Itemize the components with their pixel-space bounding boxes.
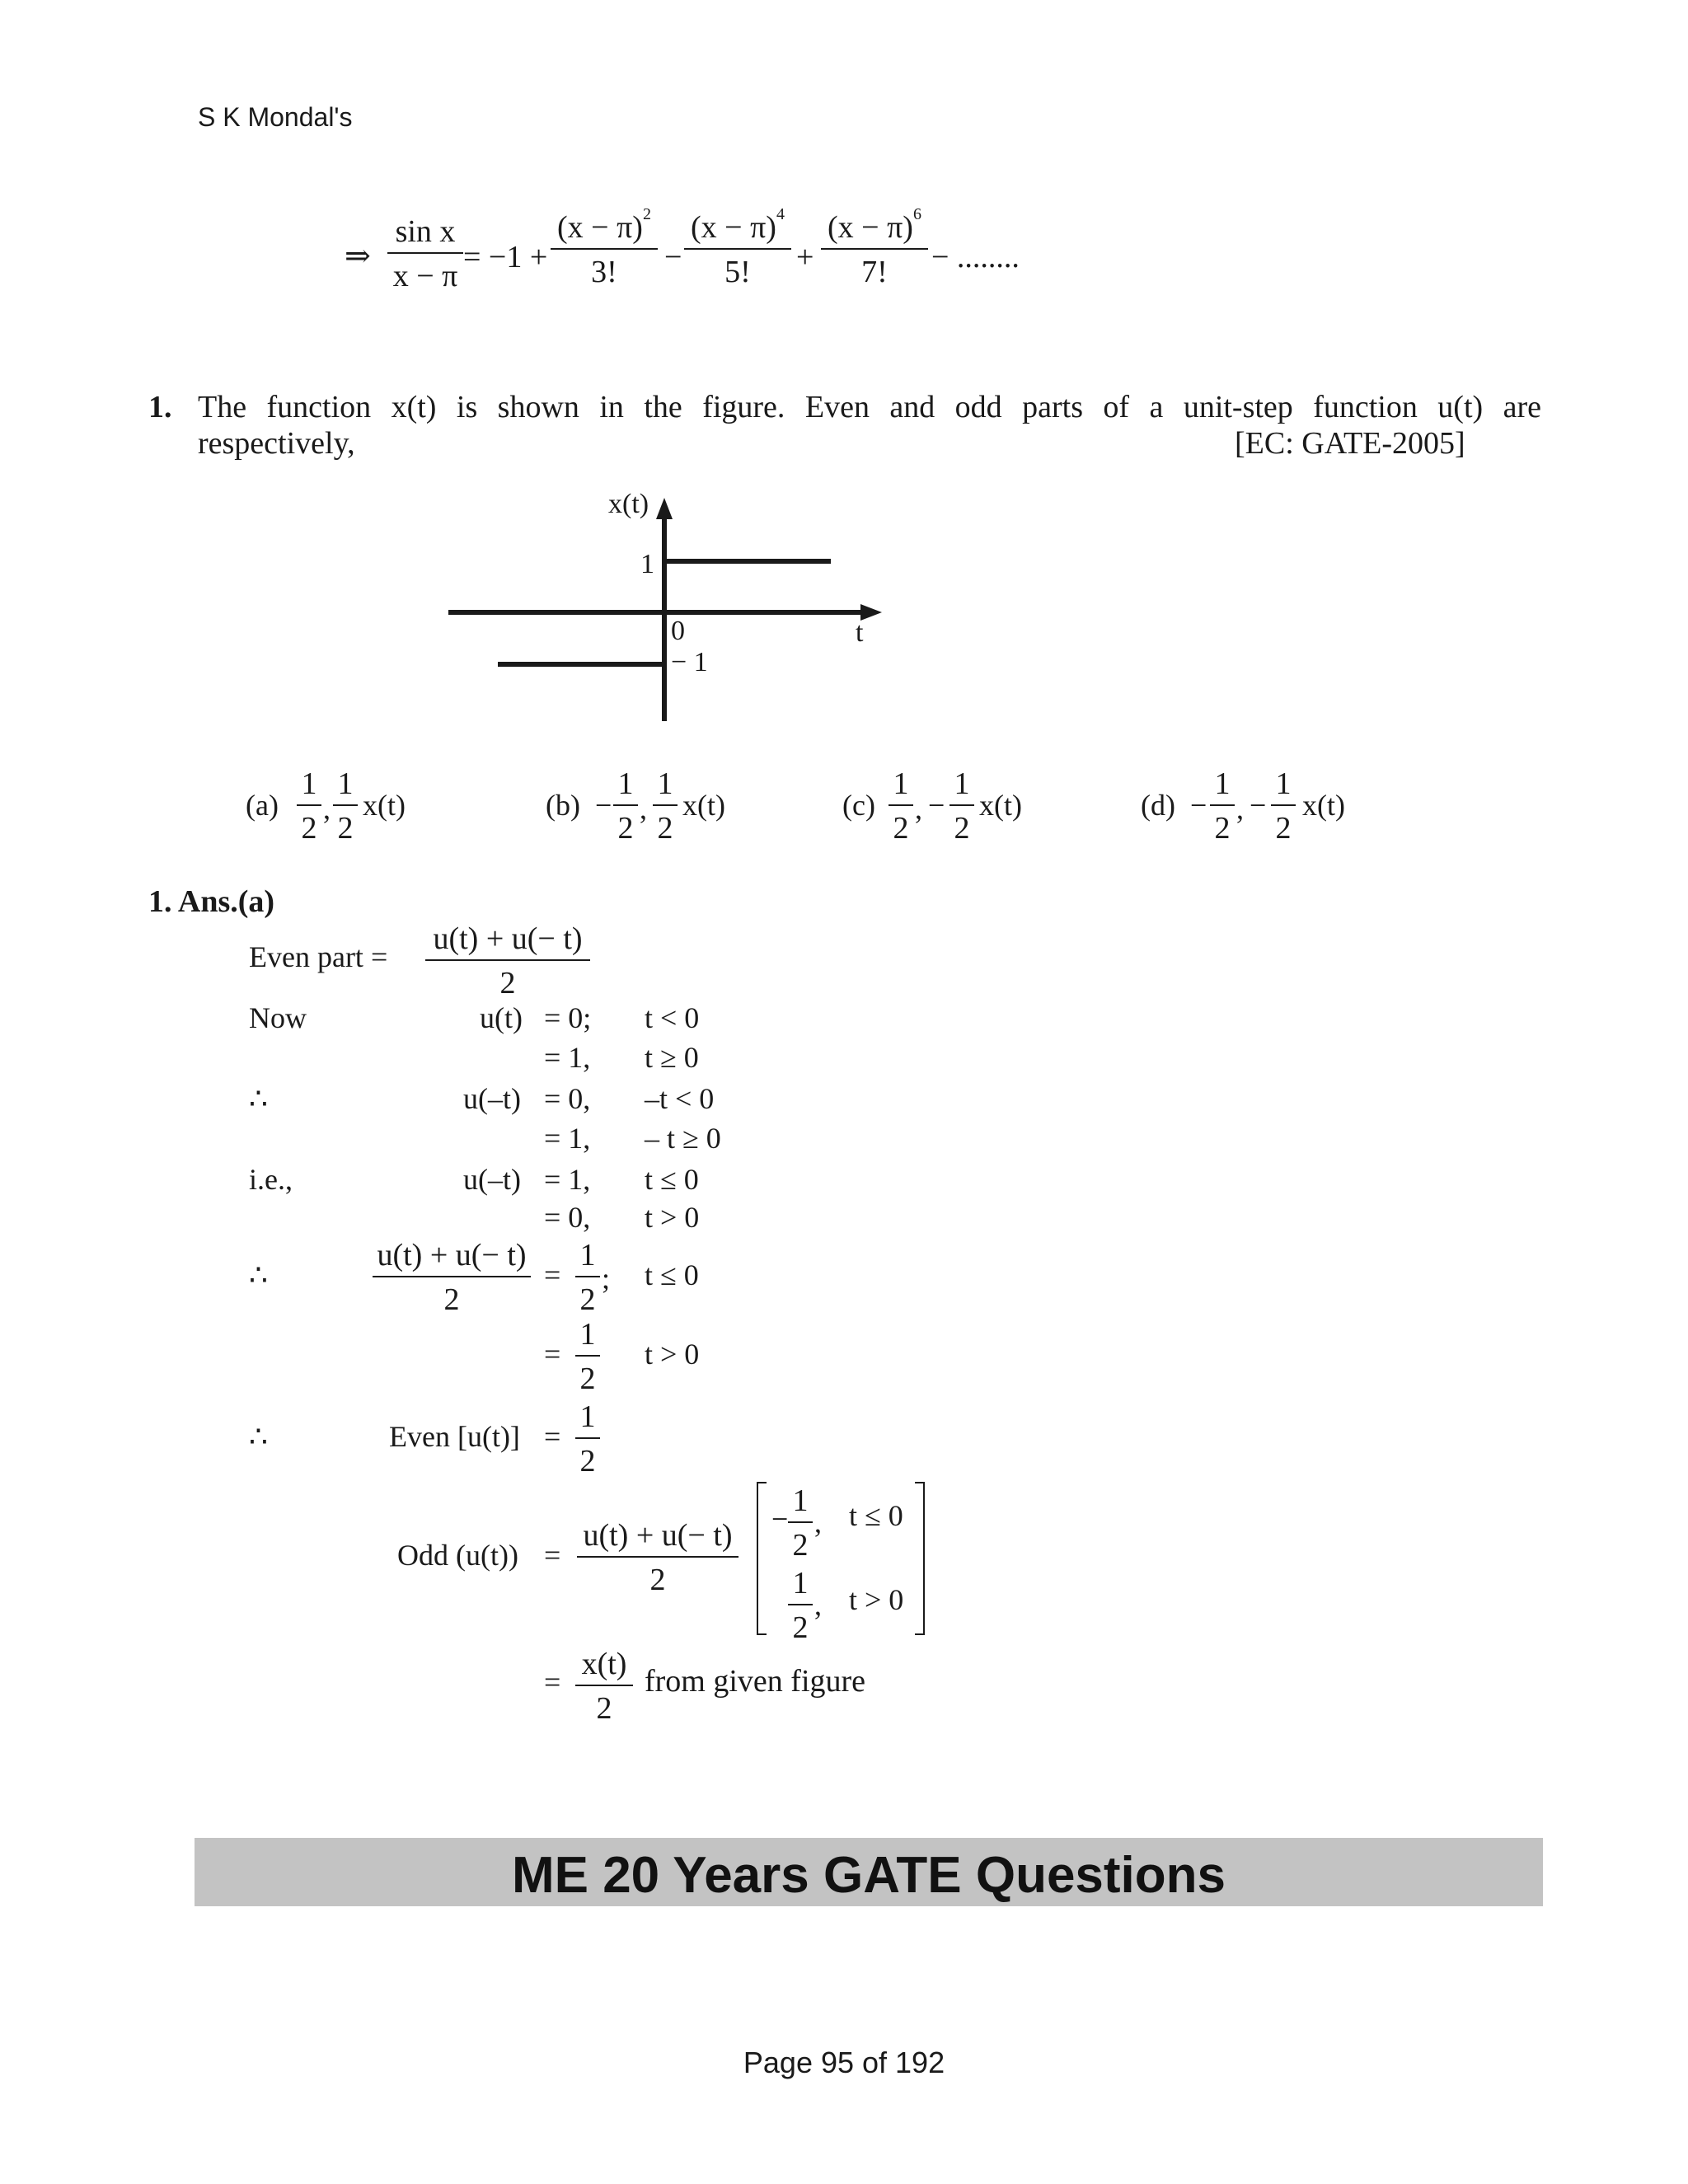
u-t-label: u(t) — [480, 1001, 523, 1034]
minus-sign-1: − — [664, 240, 682, 274]
option-a-comma: , — [323, 792, 331, 825]
matrix-comma-2: , — [814, 1588, 822, 1621]
option-a-tail: x(t) — [363, 789, 406, 822]
option-d-frac2-den: 2 — [1271, 804, 1296, 844]
option-c-frac1 — [889, 768, 913, 844]
half-2-denominator: 2 — [575, 1355, 600, 1394]
cond-t-le-0-1: t ≤ 0 — [645, 1163, 699, 1196]
option-b-frac2-den: 2 — [653, 804, 678, 844]
option-a-frac2 — [333, 768, 358, 844]
ie-label: i.e., — [249, 1163, 293, 1196]
eq-sign-half-1: = — [544, 1258, 561, 1291]
eq-sign-final: = — [544, 1666, 561, 1699]
u-minus-t-label-1: u(–t) — [463, 1082, 521, 1115]
option-c-label: (c) — [842, 789, 875, 822]
even-u-denominator: 2 — [575, 1437, 600, 1477]
final-text: from given figure — [645, 1664, 866, 1699]
term2-fraction — [684, 206, 791, 288]
odd-u-denominator: 2 — [577, 1556, 738, 1596]
sum-over-two-fraction — [373, 1240, 531, 1315]
option-d-frac1-den: 2 — [1210, 804, 1235, 844]
eq-sign-odd-u: = — [544, 1539, 561, 1572]
matrix-cond-1: t ≤ 0 — [849, 1499, 903, 1532]
even-part-numerator: u(t) + u(− t) — [433, 921, 583, 956]
option-b-sign1: − — [595, 789, 612, 822]
section-banner — [195, 1838, 1543, 1906]
option-b-frac1-den: 2 — [613, 804, 638, 844]
term2-denominator: 5! — [684, 248, 791, 288]
y-axis-arrow-icon — [656, 498, 673, 519]
eq-zero-2: = 0, — [544, 1082, 591, 1115]
option-c-frac1-den: 2 — [889, 804, 913, 844]
option-c-sign2: − — [928, 789, 945, 822]
option-b-frac2-num: 1 — [657, 766, 673, 801]
lhs-numerator: sin x — [395, 214, 456, 249]
right-bracket — [915, 1482, 925, 1635]
final-numerator: x(t) — [581, 1647, 627, 1681]
term3-fraction — [821, 206, 928, 288]
matrix-comma-1: , — [814, 1506, 822, 1539]
term3-exponent: 6 — [912, 205, 921, 223]
eq-zero-1: = 0; — [544, 1001, 592, 1034]
final-fraction — [575, 1648, 633, 1724]
plus-sign-1: + — [796, 240, 814, 274]
high-level-label: 1 — [640, 549, 654, 579]
option-a-frac2-den: 2 — [333, 804, 358, 844]
option-b-frac1-num: 1 — [617, 766, 634, 801]
eq-one-3: = 1, — [544, 1163, 591, 1196]
odd-u-numerator: u(t) + u(− t) — [583, 1518, 733, 1553]
implies-symbol: ⇒ — [345, 239, 371, 274]
even-part-label: Even part = — [249, 940, 388, 973]
option-d-sign1: − — [1190, 789, 1207, 822]
matrix-frac-1-den: 2 — [788, 1521, 813, 1561]
therefore-symbol-2: ∴ — [249, 1258, 268, 1291]
page-number-footer: Page 95 of 192 — [743, 2046, 945, 2079]
matrix-frac-1-num: 1 — [792, 1483, 809, 1518]
x-axis-label: t — [856, 617, 864, 648]
term1-exponent: 2 — [642, 205, 651, 223]
cond-t-lt-0: t < 0 — [645, 1001, 700, 1034]
option-d-tail: x(t) — [1302, 789, 1345, 822]
question-text-line2: respectively, — [198, 426, 355, 461]
option-d-label: (d) — [1141, 789, 1175, 822]
option-d-sign2: − — [1250, 789, 1267, 822]
odd-u-fraction — [577, 1520, 738, 1596]
cond-t-le-0-2: t ≤ 0 — [645, 1258, 699, 1291]
matrix-cond-2: t > 0 — [849, 1583, 904, 1616]
left-bracket — [757, 1482, 767, 1635]
sum-over-two-numerator: u(t) + u(− t) — [377, 1238, 527, 1272]
u-minus-t-label-2: u(–t) — [463, 1163, 521, 1196]
term1-fraction — [551, 206, 658, 288]
option-c-frac2 — [950, 768, 974, 844]
term1-base: (x − π) — [557, 210, 643, 245]
cond-t-ge-0: t ≥ 0 — [645, 1041, 699, 1074]
therefore-symbol-1: ∴ — [249, 1082, 268, 1115]
term1-denominator: 3! — [551, 248, 658, 288]
step-function-figure — [429, 486, 890, 733]
lhs-denominator: x − π — [387, 252, 463, 292]
even-u-label: Even [u(t)] — [389, 1420, 520, 1453]
eq-one-2: = 1, — [544, 1122, 591, 1155]
origin-label: 0 — [671, 616, 685, 646]
t-axis-arrow-icon — [860, 604, 882, 621]
option-b-frac2 — [653, 768, 678, 844]
option-c-frac2-num: 1 — [954, 766, 970, 801]
option-d-comma: , — [1236, 792, 1244, 825]
matrix-frac-2-den: 2 — [788, 1604, 813, 1643]
therefore-symbol-3: ∴ — [249, 1420, 268, 1453]
option-c-tail: x(t) — [979, 789, 1022, 822]
matrix-frac-2 — [788, 1568, 813, 1643]
answer-heading: 1. Ans.(a) — [148, 884, 275, 919]
half-1-denominator: 2 — [575, 1276, 600, 1315]
option-b-comma: , — [640, 792, 647, 825]
matrix-minus-sign: − — [771, 1502, 789, 1535]
term2-exponent: 4 — [776, 205, 785, 223]
option-d-frac1 — [1210, 768, 1235, 844]
question-source: [EC: GATE-2005] — [1235, 426, 1465, 461]
option-a-label: (a) — [246, 789, 279, 822]
option-c-frac1-num: 1 — [893, 766, 909, 801]
even-part-fraction — [425, 923, 590, 999]
option-a-frac1-den: 2 — [297, 804, 321, 844]
option-a-frac1 — [297, 768, 321, 844]
term2-numerator — [684, 206, 791, 248]
y-axis-label: x(t) — [608, 489, 649, 519]
eq-zero-3: = 0, — [544, 1201, 591, 1234]
half-fraction-2 — [575, 1319, 600, 1394]
odd-u-label: Odd (u(t)) — [397, 1539, 518, 1572]
even-u-fraction — [575, 1401, 600, 1477]
section-banner-title: ME 20 Years GATE Questions — [511, 1847, 1226, 1904]
term3-denominator: 7! — [821, 248, 928, 288]
option-c-comma: , — [915, 792, 922, 825]
option-b-label: (b) — [546, 789, 580, 822]
term1-numerator — [551, 206, 658, 248]
even-u-numerator: 1 — [579, 1399, 596, 1434]
option-d-frac2-num: 1 — [1275, 766, 1292, 801]
option-d-frac2 — [1271, 768, 1296, 844]
term3-base: (x − π) — [828, 210, 913, 245]
lhs-fraction — [387, 216, 463, 292]
option-c-frac2-den: 2 — [950, 804, 974, 844]
cond-minus-t-lt-0: –t < 0 — [645, 1082, 715, 1115]
cond-t-gt-0-1: t > 0 — [645, 1201, 700, 1234]
half-1-numerator: 1 — [579, 1238, 596, 1272]
sum-over-two-denominator: 2 — [373, 1276, 531, 1315]
option-b-tail: x(t) — [682, 789, 725, 822]
half-fraction-1 — [575, 1240, 600, 1315]
option-a-frac1-num: 1 — [301, 766, 317, 801]
matrix-frac-1 — [788, 1485, 813, 1561]
page-header-author: S K Mondal's — [198, 102, 353, 132]
eq-one-1: = 1, — [544, 1041, 591, 1074]
option-a-frac2-num: 1 — [337, 766, 354, 801]
final-denominator: 2 — [575, 1685, 633, 1724]
eq-start: = −1 + — [463, 240, 548, 274]
series-tail: − ........ — [931, 240, 1020, 274]
option-b-frac1 — [613, 768, 638, 844]
even-part-denominator: 2 — [425, 959, 590, 999]
eq-sign-even-u: = — [544, 1420, 561, 1453]
low-level-label: − 1 — [671, 647, 708, 677]
question-text-line1: The function x(t) is shown in the figure. Even and odd parts of a unit-step function u(t) are — [198, 390, 1541, 424]
cond-t-gt-0-2: t > 0 — [645, 1338, 700, 1371]
cond-minus-t-ge-0: – t ≥ 0 — [645, 1122, 721, 1155]
half-2-numerator: 1 — [579, 1317, 596, 1352]
matrix-frac-2-num: 1 — [792, 1566, 809, 1601]
now-label: Now — [249, 1001, 307, 1034]
question-number: 1. — [148, 390, 172, 424]
term3-numerator — [821, 206, 928, 248]
eq-sign-half-2: = — [544, 1338, 561, 1371]
semicolon: ; — [602, 1262, 611, 1295]
term2-base: (x − π) — [691, 210, 776, 245]
option-d-frac1-num: 1 — [1214, 766, 1231, 801]
